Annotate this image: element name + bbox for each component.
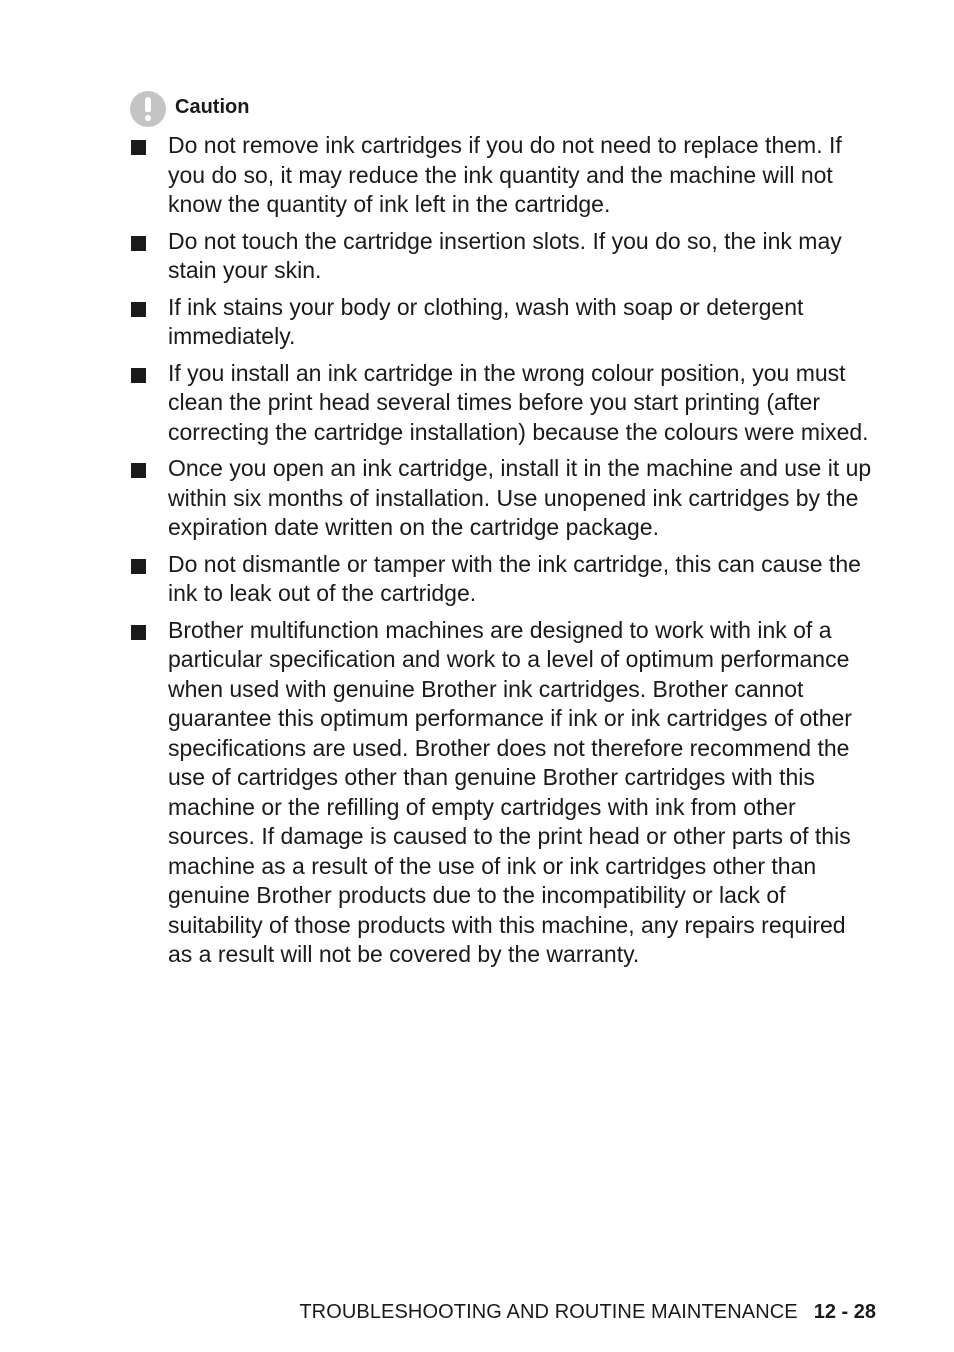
list-item bbox=[130, 550, 875, 609]
list-item-text: Do not touch the cartridge insertion slots. If you do so, the ink may stain your skin. bbox=[168, 227, 842, 283]
list-item-text: Brother multifunction machines are designed to work with ink of a particular specification and work to a level of optimum performance when used with genuine Brother ink cartridges. Brother cannot guarantee this optimum performance if ink or ink cartridges of other specifications are used. Brother does not therefore recommend the use of cartridges other than genuine Brother cartridges with this machine or the refilling of empty cartridges with ink from other sources. If damage is caused to the print head or other parts of this machine as a result of the use of ink or ink cartridges other than genuine Brother products due to the incompatibility or lack of suitability of those products with this machine, any repairs required as a result will not be covered by the warranty. bbox=[168, 616, 852, 967]
list-item-text: If you install an ink cartridge in the wrong colour position, you must clean the print head several times before you start printing (after correcting the cartridge installation) because the colours were mixed. bbox=[168, 359, 869, 445]
square-bullet-icon bbox=[131, 625, 146, 640]
page-number: 12 - 28 bbox=[813, 1301, 876, 1323]
list-item-text: Do not remove ink cartridges if you do not need to replace them. If you do so, it may reduce the ink quantity and the machine will not know the quantity of ink left in the cartridge. bbox=[168, 132, 842, 217]
square-bullet-icon bbox=[131, 140, 146, 155]
footer-section-title: TROUBLESHOOTING AND ROUTINE MAINTENANCE bbox=[299, 1301, 798, 1323]
page-footer bbox=[299, 1299, 876, 1325]
list-item-text: Do not dismantle or tamper with the ink cartridge, this can cause the ink to leak out of the cartridge. bbox=[168, 550, 861, 606]
caution-label: Caution bbox=[175, 96, 250, 118]
square-bullet-icon bbox=[131, 559, 146, 574]
list-item-text: If ink stains your body or clothing, wash with soap or detergent immediately. bbox=[168, 293, 804, 349]
list-item bbox=[130, 227, 875, 286]
caution-list bbox=[130, 131, 875, 977]
list-item-text: Once you open an ink cartridge, install it in the machine and use it up within six months of installation. Use unopened ink cartridges by the expiration date written on the cartridge package. bbox=[168, 455, 872, 540]
square-bullet-icon bbox=[131, 368, 146, 383]
caution-header bbox=[130, 91, 249, 127]
list-item bbox=[130, 454, 875, 543]
list-item bbox=[130, 616, 875, 970]
list-item bbox=[130, 131, 875, 220]
square-bullet-icon bbox=[131, 302, 146, 317]
list-item bbox=[130, 359, 875, 448]
square-bullet-icon bbox=[131, 463, 146, 478]
list-item bbox=[130, 293, 875, 352]
exclamation-circle-icon bbox=[130, 91, 166, 127]
square-bullet-icon bbox=[131, 236, 146, 251]
